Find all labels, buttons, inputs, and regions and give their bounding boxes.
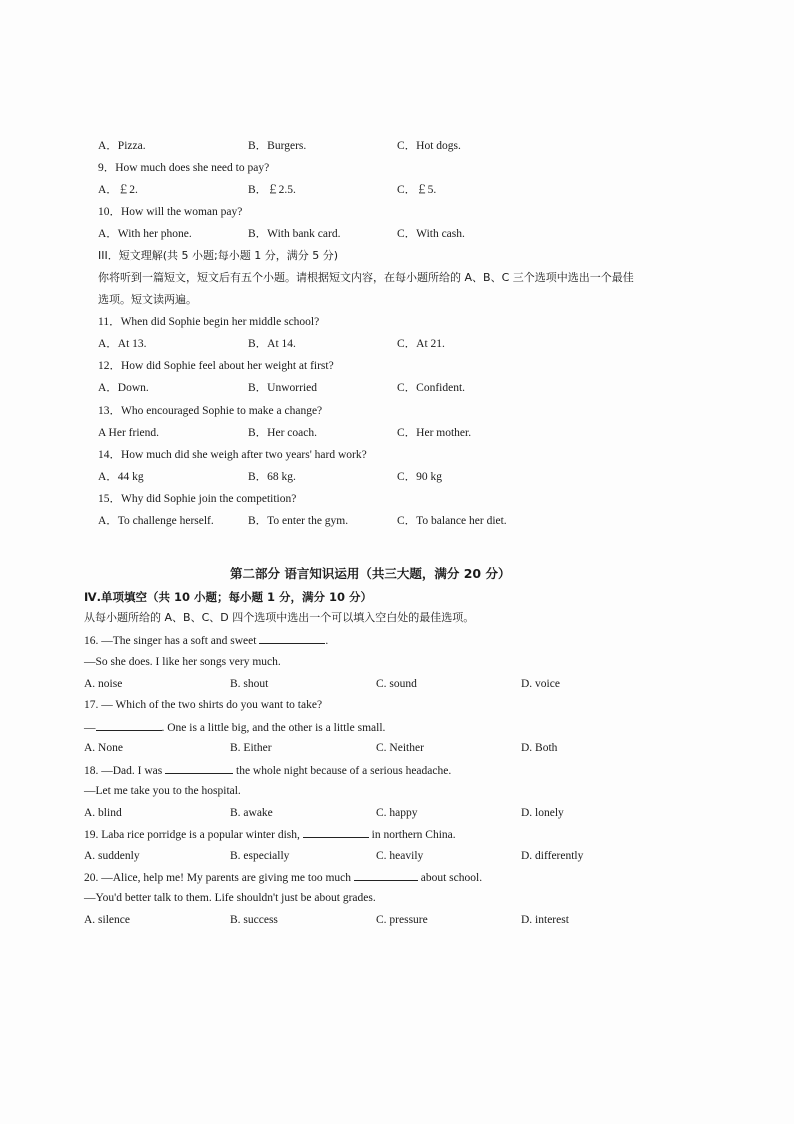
q18-option-a[interactable]: A. blind [84,807,122,819]
q16-end: . [325,635,329,647]
q18-option-d[interactable]: D. lonely [521,807,564,819]
q11-question: 11．When did Sophie begin her middle school? [98,316,320,328]
section4-instruction: 从每小题所给的 A、B、C、D 四个选项中选出一个可以填入空白处的最佳选项。 [84,611,475,624]
q14-option-b[interactable]: B．68 kg. [248,471,296,483]
q14-question: 14．How much did she weigh after two years' hard work? [98,449,367,461]
q19-blank[interactable] [303,827,369,838]
q20-option-d[interactable]: D. interest [521,914,569,926]
q19-text: 19. Laba rice porridge is a popular winter dish, [84,829,300,841]
q20-options [0,913,794,927]
q18-option-c[interactable]: C. happy [376,807,418,819]
q12-options [0,381,794,395]
q13-option-b[interactable]: B．Her coach. [248,427,317,439]
q9-option-c[interactable]: C．￡5. [397,184,437,196]
q16-option-b[interactable]: B. shout [230,678,269,690]
q11-option-a[interactable]: A．At 13. [98,338,147,350]
q11-options [0,337,794,351]
q16-option-c[interactable]: C. sound [376,678,417,690]
q10-option-a[interactable]: A．With her phone. [98,228,192,240]
q8-option-c[interactable]: C．Hot dogs. [397,140,461,152]
q20-blank[interactable] [354,870,418,881]
q18-blank[interactable] [165,763,233,774]
q9-option-a[interactable]: A．￡2. [98,184,138,196]
q15-option-c[interactable]: C．To balance her diet. [397,515,507,527]
q18-reply: —Let me take you to the hospital. [84,785,241,797]
q13-question: 13．Who encouraged Sophie to make a change? [98,405,323,417]
q15-question: 15．Why did Sophie join the competition? [98,493,297,505]
q12-option-a[interactable]: A．Down. [98,382,149,394]
q11-option-b[interactable]: B．At 14. [248,338,296,350]
q17-option-d[interactable]: D. Both [521,742,558,754]
q12-question: 12．How did Sophie feel about her weight at first? [98,360,334,372]
q15-option-a[interactable]: A．To challenge herself. [98,515,214,527]
q17-question: 17. — Which of the two shirts do you want to take? [84,699,323,711]
q12-option-c[interactable]: C．Confident. [397,382,466,394]
q15-option-b[interactable]: B．To enter the gym. [248,515,349,527]
q20-text: 20. —Alice, help me! My parents are giving me too much [84,872,351,884]
q8-option-b[interactable]: B．Burgers. [248,140,307,152]
q14-options [0,470,794,484]
q9-option-b[interactable]: B．￡2.5. [248,184,296,196]
q18-end: the whole night because of a serious headache. [236,765,452,777]
q14-option-c[interactable]: C．90 kg [397,471,443,483]
q17-blank[interactable] [96,720,162,731]
q13-options [0,426,794,440]
section3-instruction-line2: 选项。短文读两遍。 [98,293,197,306]
section3-instruction-line1: 你将听到一篇短文，短文后有五个小题。请根据短文内容，在每小题所给的 A、B、C 三个选项中选出一个最佳 [98,271,634,284]
q17-text: . One is a little big, and the other is a little small. [161,722,386,734]
q19-option-c[interactable]: C. heavily [376,850,424,862]
q17-option-c[interactable]: C. Neither [376,742,424,754]
q8-option-a[interactable]: A．Pizza. [98,140,146,152]
q11-option-c[interactable]: C．At 21. [397,338,445,350]
q20-option-c[interactable]: C. pressure [376,914,428,926]
q16-reply: —So she does. I like her songs very much. [84,656,281,668]
q19-option-b[interactable]: B. especially [230,850,290,862]
q19-option-d[interactable]: D. differently [521,850,584,862]
q18-question [84,763,451,778]
q20-option-a[interactable]: A. silence [84,914,130,926]
q8-options [0,139,794,153]
q10-question: 10．How will the woman pay? [98,206,243,218]
q15-options [0,514,794,528]
q17-options [0,741,794,755]
q9-options [0,183,794,197]
q16-option-d[interactable]: D. voice [521,678,560,690]
q10-options [0,227,794,241]
q13-option-c[interactable]: C．Her mother. [397,427,472,439]
q14-option-a[interactable]: A．44 kg [98,471,144,483]
q16-options [0,677,794,691]
section3-title: III．短文理解(共 5 小题;每小题 1 分，满分 5 分) [98,249,338,262]
q19-end: in northern China. [371,829,456,841]
q9-question: 9．How much does she need to pay? [98,162,270,174]
q16-option-a[interactable]: A. noise [84,678,123,690]
section4-title: Ⅳ.单项填空（共 10 小题；每小题 1 分，满分 10 分） [84,590,373,604]
q19-options [0,849,794,863]
q17-reply [84,720,385,735]
q13-option-a[interactable]: A Her friend. [98,427,159,439]
q20-end: about school. [420,872,483,884]
q20-question [84,870,482,885]
q10-option-b[interactable]: B．With bank card. [248,228,341,240]
q17-option-a[interactable]: A. None [84,742,123,754]
q19-question [84,827,456,842]
q18-text: 18. —Dad. I was [84,765,163,777]
q19-option-a[interactable]: A. suddenly [84,850,140,862]
q16-blank[interactable] [259,633,325,644]
q16-text: 16. —The singer has a soft and sweet [84,635,257,647]
q17-option-b[interactable]: B. Either [230,742,272,754]
q18-option-b[interactable]: B. awake [230,807,273,819]
q16-question [84,633,328,648]
q17-dash: — [84,722,96,734]
q12-option-b[interactable]: B．Unworried [248,382,317,394]
q18-options [0,806,794,820]
q10-option-c[interactable]: C．With cash. [397,228,465,240]
q20-reply: —You'd better talk to them. Life shouldn't just be about grades. [84,892,376,904]
q20-option-b[interactable]: B. success [230,914,278,926]
part2-title: 第二部分 语言知识运用（共三大题，满分 20 分） [230,566,511,581]
